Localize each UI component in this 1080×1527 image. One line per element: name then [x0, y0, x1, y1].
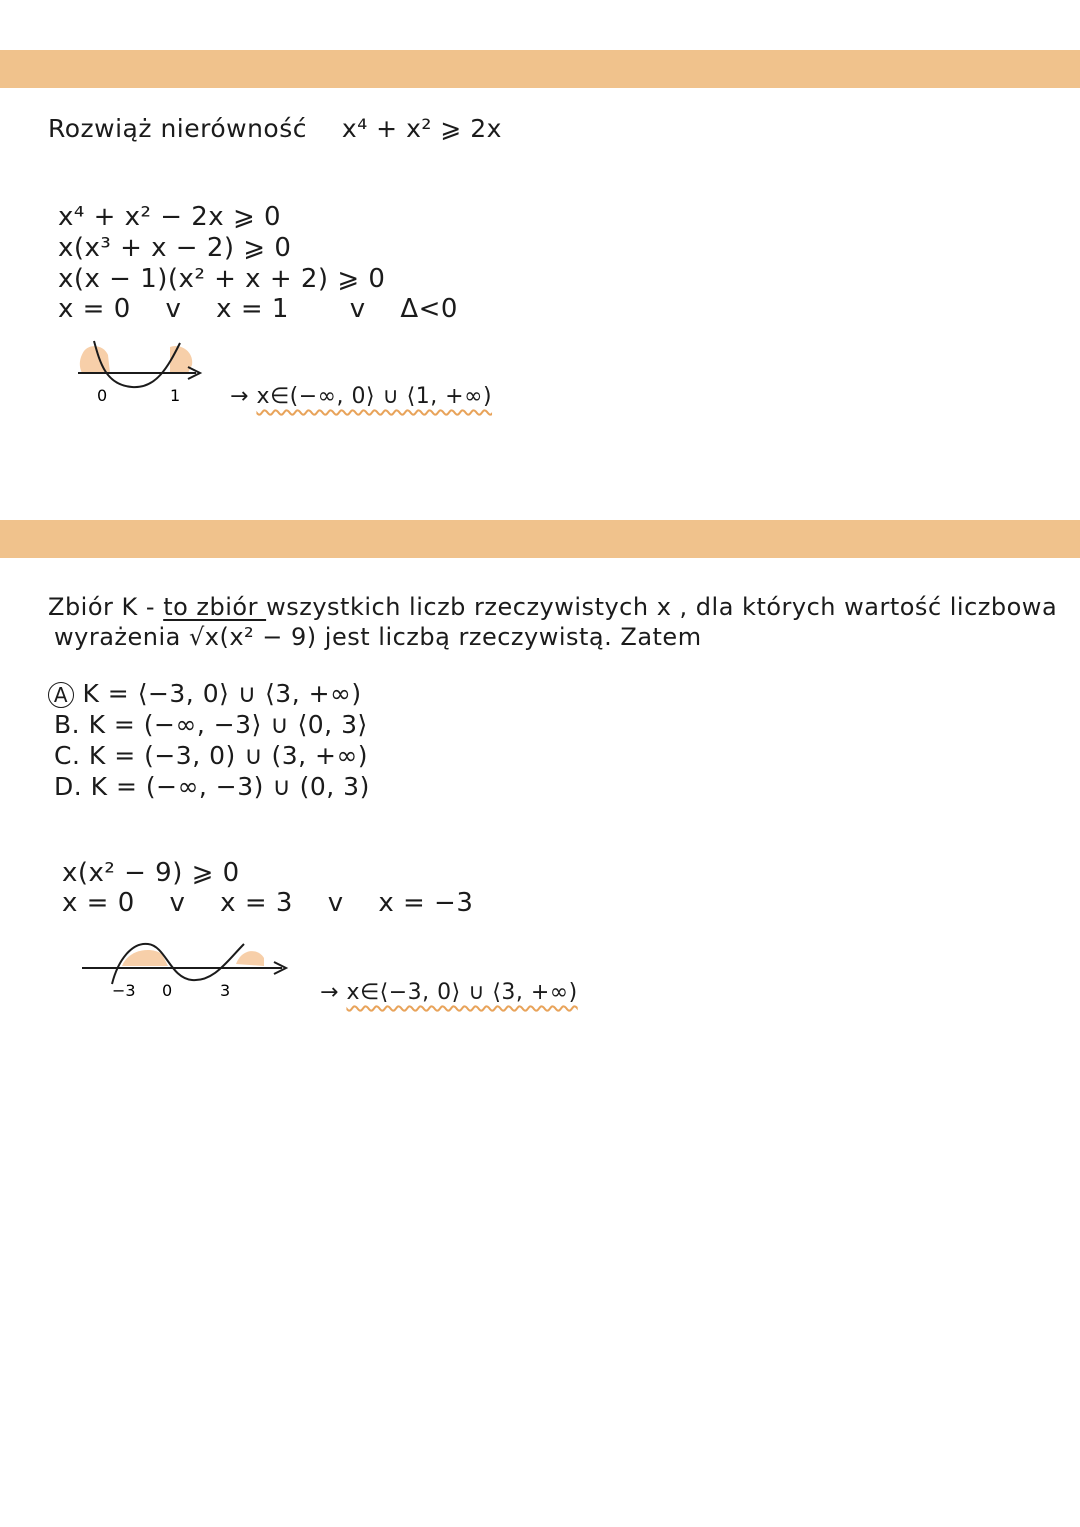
task1-prompt [48, 114, 502, 144]
task1-inequality: x⁴ + x² ⩾ 2x [341, 114, 502, 143]
task2-statement-part1: Zbiór K - [48, 593, 164, 621]
task2-option-a [48, 679, 362, 709]
task1-shade-right [170, 346, 192, 373]
task2-sign-diagram [78, 938, 298, 1003]
task2-tick-0: 0 [162, 981, 173, 1000]
task1-or-2: v [349, 294, 366, 324]
option-d-letter: D. [54, 772, 83, 801]
section-header-band [0, 50, 1080, 88]
task1-shade-left [80, 346, 110, 373]
task2-shade-right [236, 951, 264, 966]
task1-step-1: x⁴ + x² − 2x ⩾ 0 [58, 202, 282, 232]
task1-answer: x∈(−∞, 0⟩ ∪ ⟨1, +∞) [256, 384, 493, 409]
task1-roots [58, 294, 458, 324]
option-b-letter: B. [54, 710, 81, 739]
task1-answer-row [230, 384, 492, 409]
task2-statement-underlined: to zbiór [163, 593, 267, 621]
task1-root-0: x = 0 [58, 294, 131, 324]
task1-step-2: x(x³ + x − 2) ⩾ 0 [58, 233, 292, 263]
task2-tick-3: 3 [220, 981, 231, 1000]
task1-or-1: v [165, 294, 182, 324]
task2-root-1: x = 3 [220, 888, 293, 918]
option-c-text: K = (−3, 0) ∪ (3, +∞) [88, 741, 369, 770]
task2-or-2: v [327, 888, 344, 918]
option-d-text: K = (−∞, −3) ∪ (0, 3) [90, 772, 370, 801]
task1-root-1: x = 1 [216, 294, 289, 324]
task2-option-b [54, 710, 368, 740]
task1-discriminant: Δ<0 [400, 294, 458, 324]
task2-statement-part3: wszystkich liczb rzeczywistych x , dla których wartość liczbowa [266, 593, 1058, 621]
task2-or-1: v [169, 888, 186, 918]
task1-prompt-text: Rozwiąż nierówność [48, 114, 307, 143]
task2-answer-row [320, 980, 578, 1005]
task1-arrow: → [230, 384, 249, 409]
task1-sign-diagram [70, 335, 210, 410]
task2-work: x(x² − 9) ⩾ 0 [62, 858, 240, 888]
option-a-circle-marker: A [48, 682, 74, 708]
task2-arrow: → [320, 980, 339, 1005]
task2-roots [62, 888, 473, 918]
task2-answer: x∈⟨−3, 0⟩ ∪ ⟨3, +∞) [346, 980, 578, 1005]
task2-tick-neg3: −3 [112, 981, 136, 1000]
task1-tick-0: 0 [97, 386, 108, 405]
task1-tick-1: 1 [170, 386, 181, 405]
option-c-letter: C. [54, 741, 81, 770]
option-a-text: K = ⟨−3, 0⟩ ∪ ⟨3, +∞) [82, 679, 362, 708]
task2-statement-line2: wyrażenia √x(x² − 9) jest liczbą rzeczywistą. Zatem [54, 623, 702, 651]
section-header-band-2 [0, 520, 1080, 558]
task2-root-2: x = −3 [378, 888, 474, 918]
task2-option-c [54, 741, 368, 771]
task1-step-3: x(x − 1)(x² + x + 2) ⩾ 0 [58, 264, 386, 294]
task2-statement [48, 592, 1057, 622]
task2-option-d [54, 772, 370, 802]
option-b-text: K = (−∞, −3⟩ ∪ ⟨0, 3⟩ [88, 710, 368, 739]
task2-root-0: x = 0 [62, 888, 135, 918]
